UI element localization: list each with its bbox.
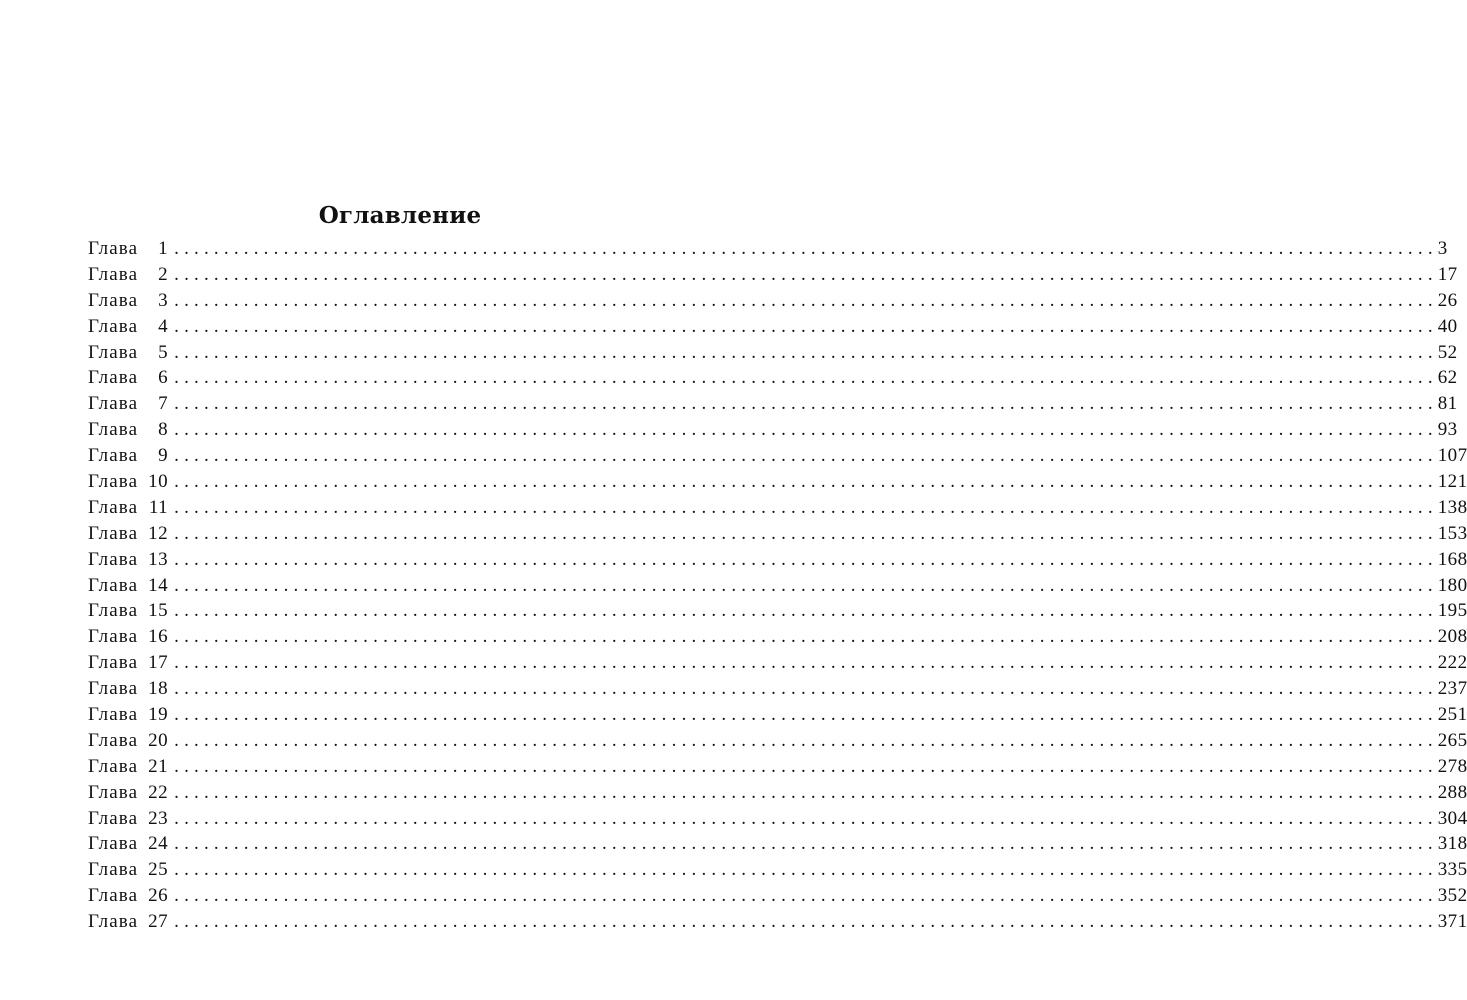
- toc-entry[interactable]: [88, 676, 1467, 702]
- toc-chapter-word: Глава: [88, 445, 139, 467]
- toc-dot-leader: ...............................................................................................................................: [174, 522, 1438, 544]
- toc-dot-leader: ...............................................................................................................................: [174, 548, 1438, 570]
- toc-chapter-word: Глава: [88, 419, 139, 441]
- toc-page-number: 318: [1437, 833, 1467, 855]
- toc-entry[interactable]: [88, 495, 1467, 521]
- toc-dot-leader: ...............................................................................................................................: [174, 263, 1438, 285]
- toc-chapter-word: Глава: [88, 859, 139, 881]
- toc-chapter-number: 6: [158, 367, 169, 389]
- toc-entry[interactable]: [88, 702, 1467, 728]
- toc-entry[interactable]: [88, 314, 1458, 340]
- toc-chapter-word: Глава: [88, 755, 139, 777]
- toc-entry[interactable]: [88, 236, 1448, 262]
- toc-dot-leader: ...............................................................................................................................: [174, 496, 1438, 518]
- toc-dot-leader: ...............................................................................................................................: [174, 729, 1438, 751]
- toc-page-number: 138: [1437, 496, 1467, 518]
- toc-chapter-word: Глава: [88, 600, 139, 622]
- toc-page-number: 121: [1437, 471, 1467, 493]
- toc-entry[interactable]: [88, 780, 1467, 806]
- toc-chapter-word: Глава: [88, 367, 139, 389]
- toc-chapter-word: Глава: [88, 315, 139, 337]
- toc-page-number: 81: [1437, 393, 1458, 415]
- toc-chapter-number: 4: [158, 315, 169, 337]
- toc-dot-leader: ...............................................................................................................................: [174, 367, 1438, 389]
- toc-dot-leader: ...............................................................................................................................: [174, 289, 1438, 311]
- toc-chapter-number: 23: [148, 807, 169, 829]
- toc-chapter-word: Глава: [88, 652, 139, 674]
- toc-page-number: 304: [1437, 807, 1467, 829]
- toc-page-number: 40: [1437, 315, 1458, 337]
- toc-entry[interactable]: [88, 417, 1458, 443]
- toc-dot-leader: ...............................................................................................................................: [174, 678, 1438, 700]
- toc-title: Оглавление: [318, 202, 482, 229]
- toc-entry[interactable]: [88, 340, 1458, 366]
- toc-page-number: 62: [1437, 367, 1458, 389]
- toc-chapter-number: 12: [148, 522, 169, 544]
- toc-dot-leader: ...............................................................................................................................: [174, 885, 1438, 907]
- toc-chapter-number: 10: [148, 471, 169, 493]
- toc-entry[interactable]: [88, 624, 1467, 650]
- toc-chapter-word: Глава: [88, 574, 139, 596]
- toc-page-number: 352: [1437, 885, 1467, 907]
- toc-page-number: 251: [1437, 704, 1467, 726]
- toc-list: [88, 236, 1467, 935]
- toc-entry[interactable]: [88, 650, 1467, 676]
- toc-page-number: 288: [1437, 781, 1467, 803]
- toc-dot-leader: ...............................................................................................................................: [174, 471, 1438, 493]
- toc-entry[interactable]: [88, 909, 1467, 935]
- toc-entry[interactable]: [88, 521, 1467, 547]
- toc-dot-leader: ...............................................................................................................................: [174, 600, 1438, 622]
- toc-dot-leader: ...............................................................................................................................: [174, 859, 1438, 881]
- toc-entry[interactable]: [88, 857, 1467, 883]
- toc-dot-leader: ...............................................................................................................................: [174, 652, 1438, 674]
- toc-chapter-word: Глава: [88, 341, 139, 363]
- toc-entry[interactable]: [88, 365, 1458, 391]
- toc-chapter-number: 20: [148, 729, 169, 751]
- toc-dot-leader: ...............................................................................................................................: [174, 238, 1438, 259]
- toc-chapter-number: 17: [148, 652, 169, 674]
- toc-entry[interactable]: [88, 806, 1467, 832]
- toc-dot-leader: ...............................................................................................................................: [174, 704, 1438, 726]
- toc-page-number: 278: [1437, 755, 1467, 777]
- toc-chapter-number: 5: [158, 341, 169, 363]
- toc-entry[interactable]: [88, 469, 1467, 495]
- toc-chapter-word: Глава: [88, 807, 139, 829]
- toc-entry[interactable]: [88, 262, 1458, 288]
- toc-chapter-word: Глава: [88, 781, 139, 803]
- toc-chapter-word: Глава: [88, 393, 139, 415]
- toc-entry[interactable]: [88, 883, 1467, 909]
- toc-dot-leader: ...............................................................................................................................: [174, 781, 1438, 803]
- toc-chapter-word: Глава: [88, 289, 139, 311]
- toc-dot-leader: ...............................................................................................................................: [174, 341, 1438, 363]
- toc-chapter-number: 15: [148, 600, 169, 622]
- toc-page-number: 335: [1437, 859, 1467, 881]
- toc-entry[interactable]: [88, 831, 1467, 857]
- toc-entry[interactable]: [88, 288, 1458, 314]
- toc-page-number: 237: [1437, 678, 1467, 700]
- toc-page-number: 93: [1437, 419, 1458, 441]
- toc-chapter-word: Глава: [88, 471, 139, 493]
- toc-page-number: 195: [1437, 600, 1467, 622]
- toc-chapter-number: 22: [148, 781, 169, 803]
- toc-chapter-number: 21: [148, 755, 169, 777]
- toc-chapter-word: Глава: [88, 548, 139, 570]
- toc-chapter-number: 16: [148, 626, 169, 648]
- toc-page-number: 371: [1437, 911, 1467, 933]
- toc-chapter-number: 19: [148, 704, 169, 726]
- toc-chapter-number: 18: [148, 678, 169, 700]
- toc-dot-leader: ...............................................................................................................................: [174, 626, 1438, 648]
- toc-chapter-word: Глава: [88, 626, 139, 648]
- toc-chapter-number: 24: [148, 833, 169, 855]
- toc-chapter-number: 27: [148, 911, 169, 933]
- toc-chapter-number: 13: [148, 548, 169, 570]
- toc-page-number: 17: [1437, 263, 1458, 285]
- toc-entry[interactable]: [88, 391, 1458, 417]
- toc-chapter-number: 25: [148, 859, 169, 881]
- toc-chapter-word: Глава: [88, 238, 139, 259]
- toc-page-number: 208: [1437, 626, 1467, 648]
- toc-dot-leader: ...............................................................................................................................: [174, 419, 1438, 441]
- toc-dot-leader: ...............................................................................................................................: [174, 445, 1438, 467]
- toc-chapter-number: 14: [148, 574, 169, 596]
- toc-page-number: 265: [1437, 729, 1467, 751]
- toc-entry[interactable]: [88, 598, 1467, 624]
- toc-chapter-word: Глава: [88, 263, 139, 285]
- toc-entry[interactable]: [88, 573, 1467, 599]
- toc-entry[interactable]: [88, 443, 1467, 469]
- toc-chapter-number: 11: [148, 496, 169, 518]
- toc-chapter-number: 8: [158, 419, 169, 441]
- toc-dot-leader: ...............................................................................................................................: [174, 911, 1438, 933]
- toc-entry[interactable]: [88, 728, 1467, 754]
- toc-page-number: 153: [1437, 522, 1467, 544]
- toc-chapter-number: 7: [158, 393, 169, 415]
- toc-page-number: 107: [1437, 445, 1467, 467]
- toc-chapter-number: 3: [158, 289, 169, 311]
- toc-chapter-word: Глава: [88, 522, 139, 544]
- toc-chapter-word: Глава: [88, 496, 139, 518]
- toc-page-number: 3: [1437, 238, 1448, 259]
- toc-chapter-word: Глава: [88, 729, 139, 751]
- toc-entry[interactable]: [88, 547, 1467, 573]
- toc-dot-leader: ...............................................................................................................................: [174, 755, 1438, 777]
- toc-dot-leader: ...............................................................................................................................: [174, 393, 1438, 415]
- toc-chapter-number: 1: [158, 238, 169, 259]
- toc-page-number: 52: [1437, 341, 1458, 363]
- toc-dot-leader: ...............................................................................................................................: [174, 574, 1438, 596]
- toc-page-number: 180: [1437, 574, 1467, 596]
- toc-dot-leader: ...............................................................................................................................: [174, 315, 1438, 337]
- toc-chapter-number: 2: [158, 263, 169, 285]
- toc-page-number: 26: [1437, 289, 1458, 311]
- toc-page-number: 222: [1437, 652, 1467, 674]
- toc-chapter-word: Глава: [88, 704, 139, 726]
- toc-chapter-word: Глава: [88, 911, 139, 933]
- toc-chapter-number: 9: [158, 445, 169, 467]
- toc-chapter-word: Глава: [88, 833, 139, 855]
- toc-dot-leader: ...............................................................................................................................: [174, 833, 1438, 855]
- toc-entry[interactable]: [88, 754, 1467, 780]
- toc-chapter-word: Глава: [88, 885, 139, 907]
- toc-chapter-number: 26: [148, 885, 169, 907]
- toc-dot-leader: ...............................................................................................................................: [174, 807, 1438, 829]
- toc-page-number: 168: [1437, 548, 1467, 570]
- toc-chapter-word: Глава: [88, 678, 139, 700]
